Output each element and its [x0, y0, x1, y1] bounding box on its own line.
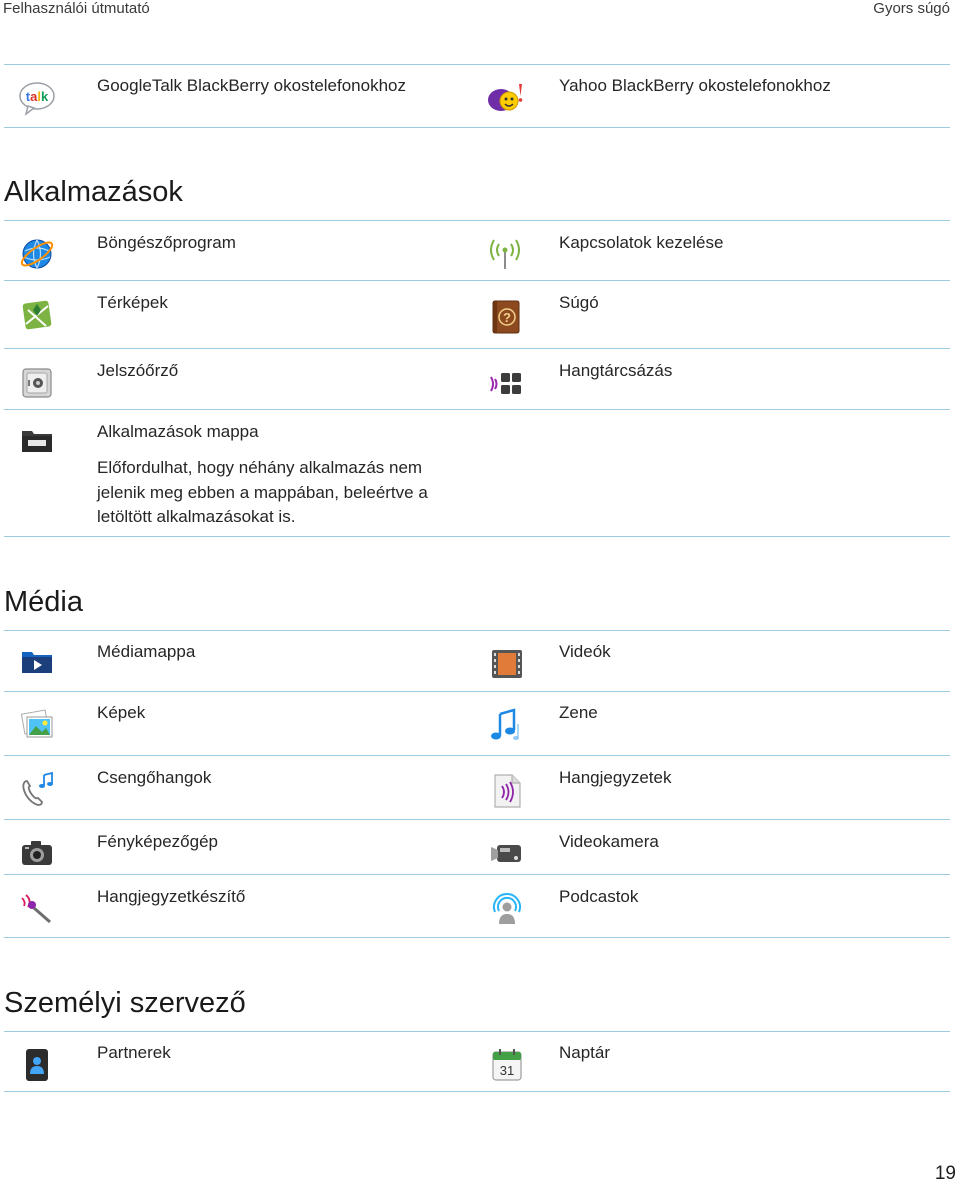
divider [4, 127, 950, 128]
help-book-icon [488, 298, 526, 336]
divider [4, 280, 950, 281]
divider [4, 630, 950, 631]
divider [4, 220, 950, 221]
list-item-label: Hangjegyzetek [559, 768, 672, 787]
list-item-label: Jelszóőrző [97, 361, 179, 380]
divider [4, 409, 950, 410]
divider [4, 64, 950, 65]
divider [4, 536, 950, 537]
folder-icon [18, 422, 56, 460]
list-item-label: GoogleTalk BlackBerry okostelefonokhoz [97, 76, 406, 95]
pictures-icon [18, 706, 56, 744]
section-title-personal-organizer: Személyi szervező [4, 987, 246, 1019]
list-item-label: Naptár [559, 1043, 611, 1062]
divider [4, 691, 950, 692]
calendar-icon [488, 1046, 526, 1084]
camera-icon [18, 834, 56, 872]
list-item-label: Hangjegyzetkészítő [97, 887, 246, 906]
video-camera-icon [488, 834, 526, 872]
media-folder-icon [18, 643, 56, 681]
list-item-label: Súgó [559, 293, 599, 312]
folder-note: Előfordulhat, hogy néhány alkalmazás nem jelenik meg ebben a mappában, beleértve a letöltött alkalmazásokat is. [97, 458, 428, 526]
divider [4, 1091, 950, 1092]
list-item-label: Képek [97, 703, 146, 722]
voice-recorder-icon [18, 890, 56, 928]
list-item-label: Fényképezőgép [97, 832, 218, 851]
list-item-label: Videokamera [559, 832, 659, 851]
list-item-label: Hangtárcsázás [559, 361, 673, 380]
safe-icon [18, 364, 56, 402]
maps-icon [18, 296, 56, 334]
music-note-icon [488, 706, 526, 744]
divider [4, 819, 950, 820]
list-item-label: Podcastok [559, 887, 639, 906]
film-icon [488, 645, 526, 683]
list-item-label: Yahoo BlackBerry okostelefonokhoz [559, 76, 831, 95]
list-item-label: Böngészőprogram [97, 233, 236, 252]
divider [4, 874, 950, 875]
list-item-label: Térképek [97, 293, 168, 312]
list-item-label: Zene [559, 703, 598, 722]
svg-text:talk: talk [25, 89, 49, 104]
list-item-label: Csengőhangok [97, 768, 212, 787]
voice-notes-icon [488, 772, 526, 810]
divider [4, 348, 950, 349]
list-item-label: Alkalmazások mappa [97, 422, 259, 441]
svg-text:?: ? [503, 310, 511, 325]
header-guide-title: Felhasználói útmutató [3, 0, 150, 17]
header-section-name: Gyors súgó [873, 0, 950, 17]
divider [4, 755, 950, 756]
podcast-icon [488, 890, 526, 928]
antenna-icon [486, 235, 524, 273]
voice-dialing-icon [488, 365, 526, 403]
contacts-icon [18, 1046, 56, 1084]
ringtone-icon [18, 771, 56, 809]
browser-globe-icon [18, 235, 56, 273]
googletalk-icon [18, 79, 56, 117]
yahoo-messenger-icon [486, 79, 524, 117]
divider [4, 1031, 950, 1032]
list-item-label: Partnerek [97, 1043, 171, 1062]
divider [4, 937, 950, 938]
section-title-media: Média [4, 586, 83, 618]
list-item-label: Videók [559, 642, 611, 661]
calendar-day: 31 [499, 1063, 515, 1078]
list-item-label: Kapcsolatok kezelése [559, 233, 724, 252]
section-title-applications: Alkalmazások [4, 176, 183, 208]
list-item-label: Médiamappa [97, 642, 196, 661]
page-number: 19 [934, 1163, 956, 1184]
